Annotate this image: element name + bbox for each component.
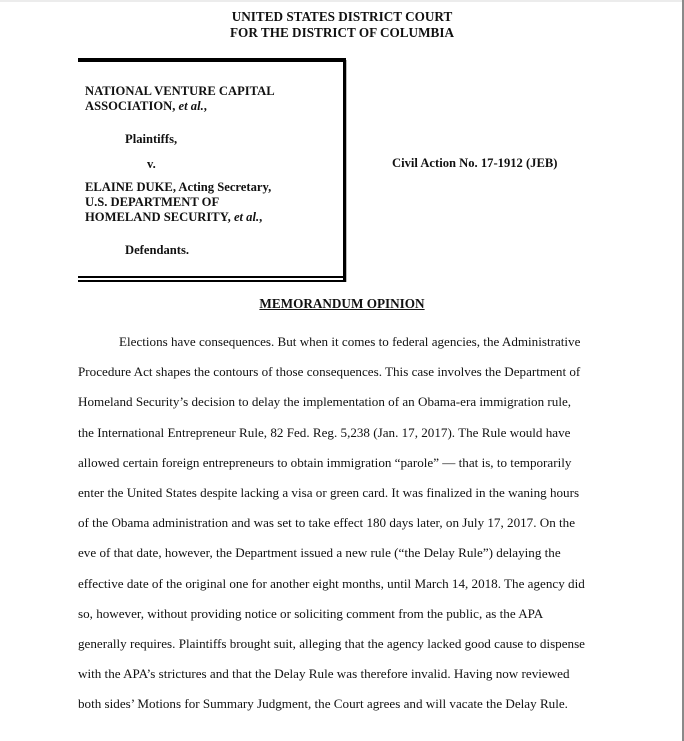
caption-bracket-shadow (346, 60, 347, 282)
plaintiffs-label: Plaintiffs, (125, 132, 178, 146)
caption-bracket-bottom-2 (78, 280, 346, 282)
et-al-italic: et al. (178, 99, 204, 113)
page-top-edge (0, 0, 684, 2)
civil-action-number: Civil Action No. 17-1912 (JEB) (392, 156, 558, 170)
caption-bracket-top (78, 58, 346, 62)
body-line: enter the United States despite lacking a visa or green card. It was finalized in the waning hours (78, 485, 580, 501)
body-line: effective date of the original one for another eight months, until March 14, 2018. The agency did (78, 575, 585, 591)
plaintiff-name-text: ASSOCIATION, (85, 99, 179, 113)
plaintiff-party (85, 84, 275, 114)
court-name: UNITED STATES DISTRICT COURT (231, 9, 453, 24)
body-line: Elections have consequences. But when it comes to federal agencies, the Administrative (119, 334, 581, 349)
comma: , (259, 210, 263, 224)
body-line: generally requires. Plaintiffs brought suit, alleging that the agency lacked good cause to dispense (78, 636, 585, 652)
body-line: with the APA’s strictures and that the Delay Rule was therefore invalid. Having now reviewed (78, 666, 570, 682)
body-line: Homeland Security’s decision to delay the implementation of an Obama-era immigration rule, (78, 394, 572, 410)
body-line: eve of that date, however, the Department issued a new rule (“the Delay Rule”) delaying the (78, 545, 561, 561)
court-header (0, 9, 684, 41)
caption-bracket-bottom (78, 276, 346, 278)
body-line: allowed certain foreign entrepreneurs to obtain immigration “parole” — that is, to temporarily (78, 454, 572, 470)
body-line: the International Entrepreneur Rule, 82 Fed. Reg. 5,238 (Jan. 17, 2017). The Rule would have (78, 424, 571, 440)
comma: , (203, 99, 207, 113)
body-line: so, however, without providing notice or soliciting comment from the public, as the APA (78, 605, 544, 621)
body-line: of the Obama administration and was set to take effect 180 days later, on July 17, 2017. On the (78, 515, 576, 531)
plaintiff-name-line1: NATIONAL VENTURE CAPITAL (85, 84, 275, 98)
defendant-line1: ELAINE DUKE, Acting Secretary, (85, 180, 272, 194)
body-line: Procedure Act shapes the contours of those consequences. This case involves the Department of (78, 364, 581, 380)
defendant-line2: U.S. DEPARTMENT OF (85, 195, 220, 209)
defendant-party (85, 180, 271, 225)
court-district: FOR THE DISTRICT OF COLUMBIA (230, 25, 454, 40)
defendants-label: Defendants. (125, 243, 190, 257)
et-al-italic: et al. (233, 210, 260, 224)
defendant-line3 (85, 210, 271, 225)
opinion-body (78, 327, 608, 720)
defendant-name-text: HOMELAND SECURITY, (85, 210, 234, 224)
document-title: MEMORANDUM OPINION (259, 296, 425, 311)
plaintiff-name-line2 (85, 99, 275, 114)
body-line: both sides’ Motions for Summary Judgment, the Court agrees and will vacate the Delay Rule. (78, 696, 568, 712)
versus-label: v. (147, 157, 156, 171)
